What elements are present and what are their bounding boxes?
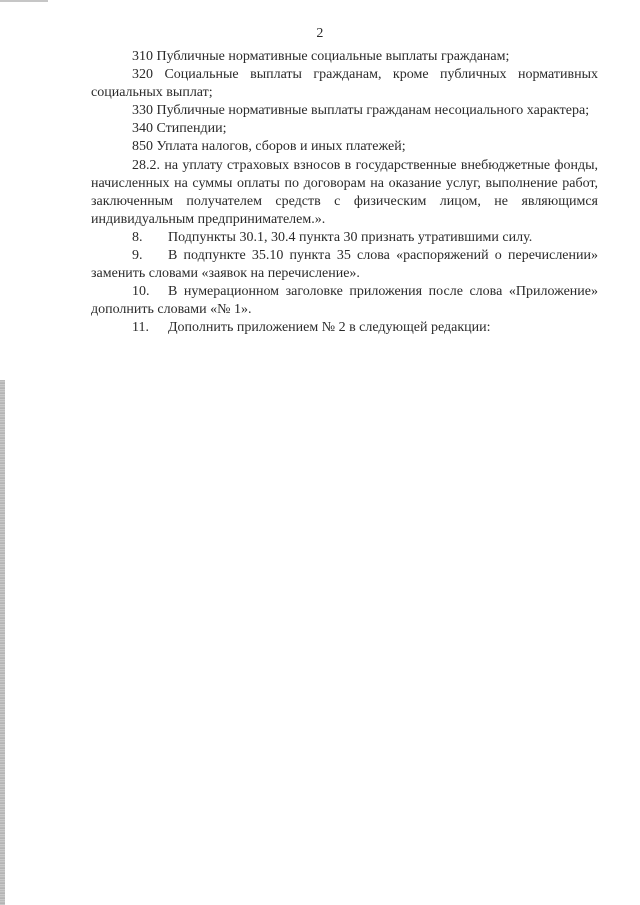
paragraph-28-2: 28.2. на уплату страховых взносов в государственные внебюджетные фонды, начисленных на суммы оплаты по договорам на оказание услуг, выполнение работ, заключенным получателем средств с физическим лицом, не являющимся индивидуальным предпринимателем.». — [91, 157, 598, 227]
paragraph-850: 850 Уплата налогов, сборов и иных платежей; — [132, 139, 406, 155]
paragraph-320: 320 Социальные выплаты гражданам, кроме публичных нормативных социальных выплат; — [91, 67, 598, 101]
item-text: В подпункте 35.10 пункта 35 слова «распоряжений о перечислении» заменить словами «заявок на перечисление». — [91, 248, 598, 282]
paragraph-310: 310 Публичные нормативные социальные выплаты гражданам; — [132, 49, 510, 64]
page-number: 2 — [316, 26, 324, 41]
list-item-11 — [91, 319, 598, 337]
scan-artifact-top — [0, 0, 48, 2]
item-number: 9. — [132, 248, 143, 264]
scan-artifact-left-edge — [0, 380, 5, 905]
item-text: Подпункты 30.1, 30.4 пункта 30 признать утратившими силу. — [168, 229, 533, 245]
list-item-9 — [91, 247, 598, 283]
item-number: 11. — [132, 320, 149, 336]
item-text: Дополнить приложением № 2 в следующей редакции: — [168, 320, 491, 336]
item-number: 8. — [132, 229, 143, 245]
item-text: В нумерационном заголовке приложения после слова «Приложение» дополнить словами «№ 1». — [91, 284, 598, 318]
list-item-10 — [91, 283, 598, 319]
paragraph-330: 330 Публичные нормативные выплаты гражданам несоциального характера; — [132, 103, 590, 119]
document-body — [91, 48, 598, 338]
item-number: 10. — [132, 284, 150, 300]
paragraph-340: 340 Стипендии; — [132, 121, 227, 137]
list-item-8 — [91, 229, 598, 247]
